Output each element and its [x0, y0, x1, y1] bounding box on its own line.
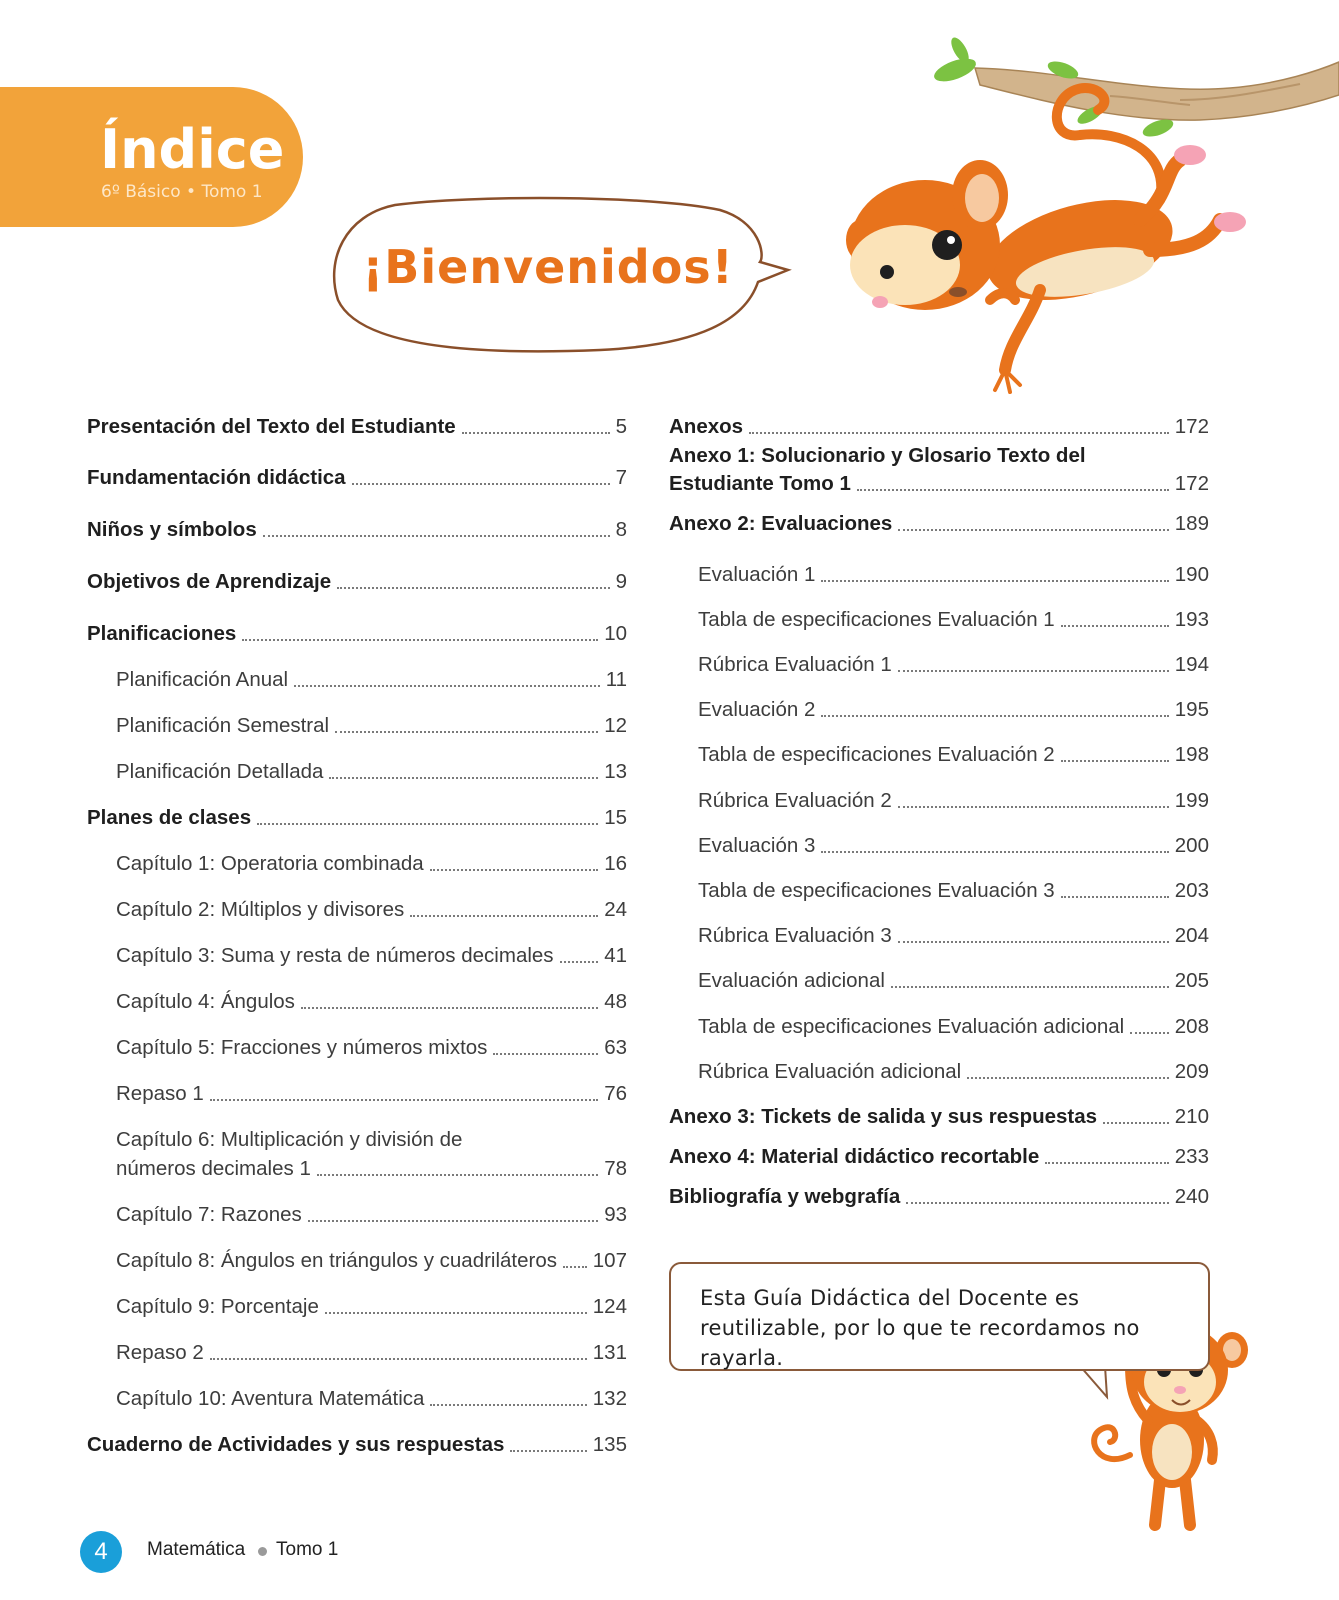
- toc-entry[interactable]: Anexo 4: Material didáctico recortable 233: [669, 1145, 1209, 1168]
- toc-entry[interactable]: Presentación del Texto del Estudiante 5: [87, 415, 627, 438]
- toc-entry[interactable]: Niños y símbolos 8: [87, 518, 627, 541]
- toc-subentry[interactable]: Capítulo 3: Suma y resta de números decimales 41: [116, 944, 627, 967]
- toc-subentry[interactable]: Evaluación 1 190: [698, 563, 1209, 586]
- note-text: Esta Guía Didáctica del Docente es reutilizable, por lo que te recordamos no rayarla.: [700, 1286, 1140, 1370]
- toc-subentry[interactable]: Tabla de especificaciones Evaluación 3 203: [698, 879, 1209, 902]
- toc-subentry[interactable]: Capítulo 1: Operatoria combinada 16: [116, 852, 627, 875]
- footer-separator-dot: [258, 1547, 267, 1556]
- toc-subentry[interactable]: Planificación Anual 11: [116, 668, 627, 691]
- toc-subentry-line1: Capítulo 6: Multiplicación y división de: [116, 1128, 463, 1151]
- toc-subentry[interactable]: Capítulo 7: Razones 93: [116, 1203, 627, 1226]
- toc-entry[interactable]: Anexos 172: [669, 415, 1209, 438]
- welcome-text: ¡Bienvenidos!: [362, 240, 734, 294]
- toc-subentry[interactable]: Repaso 2 131: [116, 1341, 627, 1364]
- toc-subentry[interactable]: Tabla de especificaciones Evaluación 2 198: [698, 743, 1209, 766]
- toc-subentry[interactable]: Capítulo 8: Ángulos en triángulos y cuadriláteros 107: [116, 1249, 627, 1272]
- toc-entry[interactable]: Estudiante Tomo 1 172: [669, 472, 1209, 495]
- toc-subentry[interactable]: Tabla de especificaciones Evaluación 1 193: [698, 608, 1209, 631]
- toc-entry[interactable]: Anexo 3: Tickets de salida y sus respuestas 210: [669, 1105, 1209, 1128]
- toc-subentry[interactable]: Capítulo 5: Fracciones y números mixtos 63: [116, 1036, 627, 1059]
- toc-entry[interactable]: Anexo 2: Evaluaciones 189: [669, 512, 1209, 535]
- toc-subentry[interactable]: Evaluación 2 195: [698, 698, 1209, 721]
- toc-entry-line1: Anexo 1: Solucionario y Glosario Texto del: [669, 444, 1086, 467]
- toc-subentry[interactable]: Capítulo 4: Ángulos 48: [116, 990, 627, 1013]
- toc-subentry[interactable]: Rúbrica Evaluación 3 204: [698, 924, 1209, 947]
- toc-subentry[interactable]: Rúbrica Evaluación 1 194: [698, 653, 1209, 676]
- monkey-hanging-icon: [846, 35, 1339, 392]
- index-subtitle: 6º Básico • Tomo 1: [101, 182, 263, 202]
- toc-subentry[interactable]: Evaluación adicional 205: [698, 969, 1209, 992]
- toc-subentry[interactable]: Capítulo 10: Aventura Matemática 132: [116, 1387, 627, 1410]
- footer-subject: Matemática: [147, 1539, 246, 1560]
- toc-subentry[interactable]: Planificación Semestral 12: [116, 714, 627, 737]
- toc-entry[interactable]: Fundamentación didáctica 7: [87, 466, 627, 489]
- toc-subentry[interactable]: Capítulo 9: Porcentaje 124: [116, 1295, 627, 1318]
- toc-entry[interactable]: Planes de clases 15: [87, 806, 627, 829]
- toc-entry[interactable]: Bibliografía y webgrafía 240: [669, 1185, 1209, 1208]
- page-number-badge: 4: [80, 1531, 122, 1573]
- toc-subentry[interactable]: Planificación Detallada 13: [116, 760, 627, 783]
- index-title: Índice: [100, 118, 285, 181]
- toc-entry[interactable]: Planificaciones 10: [87, 622, 627, 645]
- toc-subentry[interactable]: Tabla de especificaciones Evaluación adicional 208: [698, 1015, 1209, 1038]
- toc-entry[interactable]: Cuaderno de Actividades y sus respuestas 135: [87, 1433, 627, 1456]
- toc-subentry[interactable]: Rúbrica Evaluación adicional 209: [698, 1060, 1209, 1083]
- toc-subentry[interactable]: Capítulo 2: Múltiplos y divisores 24: [116, 898, 627, 921]
- toc-subentry[interactable]: Evaluación 3 200: [698, 834, 1209, 857]
- toc-subentry[interactable]: Repaso 1 76: [116, 1082, 627, 1105]
- toc-subentry[interactable]: Rúbrica Evaluación 2 199: [698, 789, 1209, 812]
- toc-subentry[interactable]: números decimales 1 78: [116, 1157, 627, 1180]
- footer-volume: Tomo 1: [276, 1539, 339, 1560]
- toc-entry[interactable]: Objetivos de Aprendizaje 9: [87, 570, 627, 593]
